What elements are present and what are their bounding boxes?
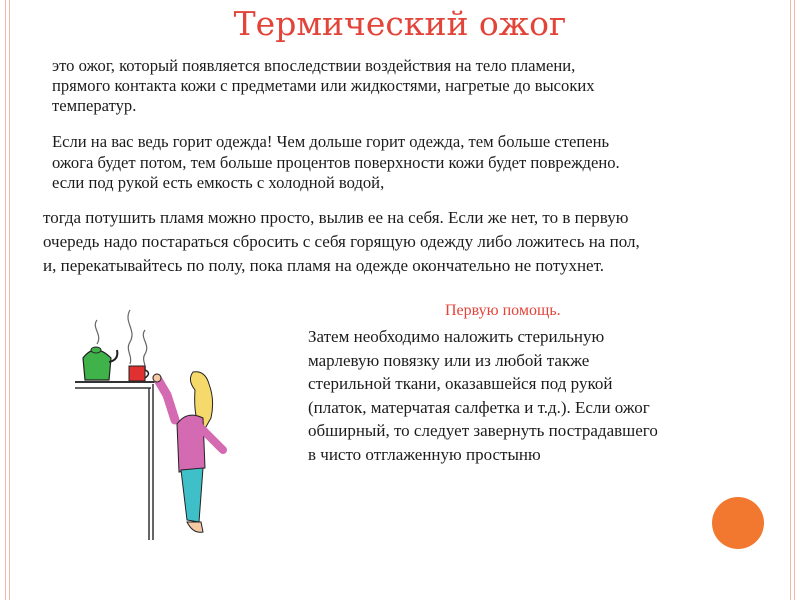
first-aid-line: Затем необходимо наложить стерильную <box>308 327 605 346</box>
first-aid-line: обширный, то следует завернуть пострадавшего <box>308 421 658 440</box>
frame-left-outer <box>5 0 6 600</box>
clothes-fire-line: Если на вас ведь горит одежда! Чем дольше горит одежда, тем больше степень <box>52 132 610 151</box>
definition-line: температур. <box>52 96 137 115</box>
kettle-icon <box>83 347 117 380</box>
clothes-fire-line: если под рукой есть емкость с холодной водой, <box>52 173 385 192</box>
decorative-orange-circle <box>712 497 764 549</box>
steam-icon <box>128 310 132 364</box>
frame-right-outer <box>794 0 795 600</box>
slide-title: Термический ожог <box>233 4 567 43</box>
extinguish-paragraph <box>43 206 640 278</box>
extinguish-line: тогда потушить пламя можно просто, вылив ее на себя. Если же нет, то в первую <box>43 208 629 227</box>
child-reaching-kettle-illustration <box>75 300 245 540</box>
definition-line: это ожог, который появляется впоследствии воздействия на тело пламени, <box>52 56 576 75</box>
steam-icon <box>143 330 146 370</box>
definition-line: прямого контакта кожи с предметами или жидкостями, нагретые до высоких <box>52 76 595 95</box>
definition-paragraph <box>52 56 595 116</box>
first-aid-line: в чисто отглаженную простыню <box>308 444 541 464</box>
first-aid-line: марлевую повязку или из любой также <box>308 350 590 370</box>
steam-icon <box>95 320 98 344</box>
clothes-fire-line: ожога будет потом, тем больше процентов поверхности кожи будет повреждено. <box>52 152 620 172</box>
child-figure <box>153 372 223 533</box>
extinguish-line: и, перекатывайтесь по полу, пока пламя на одежде окончательно не потухнет. <box>43 256 604 275</box>
first-aid-line: стерильной ткани, оказавшейся под рукой <box>308 374 613 393</box>
first-aid-paragraph <box>308 325 658 466</box>
frame-right-inner <box>790 0 791 600</box>
first-aid-line: (платок, матерчатая салфетка и т.д.). Если ожог <box>308 397 650 417</box>
clothes-fire-paragraph <box>52 132 620 194</box>
extinguish-line: очередь надо постараться сбросить с себя горящую одежду либо ложитесь на пол, <box>43 232 640 251</box>
frame-left-inner <box>9 0 10 600</box>
first-aid-heading: Первую помощь. <box>445 302 561 319</box>
